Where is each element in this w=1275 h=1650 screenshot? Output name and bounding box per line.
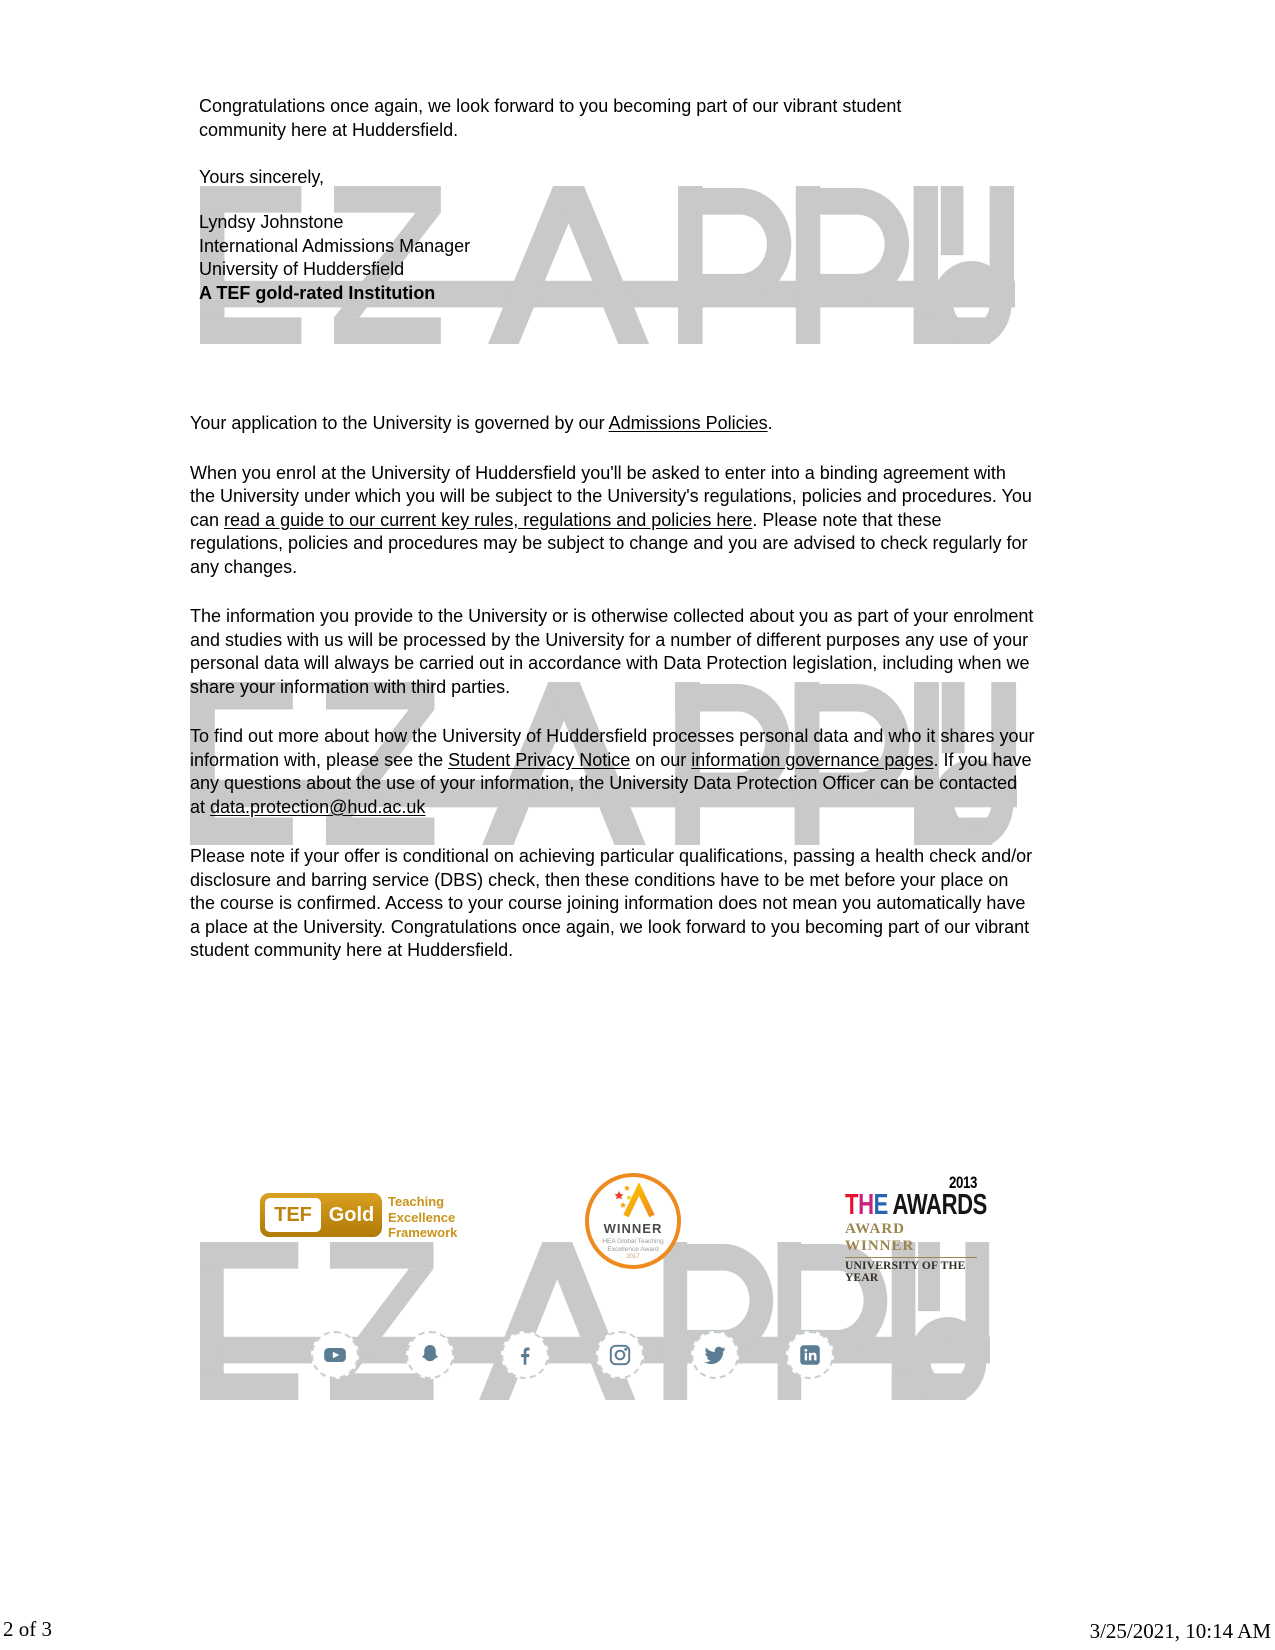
tef-caption bbox=[388, 1194, 457, 1241]
youtube-icon bbox=[322, 1342, 348, 1368]
body-paragraphs bbox=[190, 412, 1035, 989]
hea-year: 2017 bbox=[626, 1254, 640, 1260]
social-icon-facebook[interactable] bbox=[501, 1331, 549, 1379]
hea-caption-line: Excellence Award bbox=[607, 1245, 659, 1253]
signature-bold-line: A TEF gold-rated Institution bbox=[199, 282, 436, 303]
link[interactable]: information governance pages bbox=[691, 749, 934, 770]
paragraph: When you enrol at the University of Huddersfield you'll be asked to enter into a binding agreement with the University under which you will be subject to the University's regulations, policies and procedures. You can read a guide to our current key rules, regulations and policies here. Please note that these regulations, policies and procedures may be subject to change and you are advised to check regularly for any changes. bbox=[190, 462, 1032, 577]
tef-badge bbox=[260, 1193, 382, 1237]
link[interactable]: Student Privacy Notice bbox=[448, 749, 631, 770]
the-awards-letter: E bbox=[873, 1189, 888, 1221]
instagram-icon bbox=[607, 1342, 633, 1368]
the-awards-word: AWARDS bbox=[892, 1189, 987, 1221]
hea-caption-line: HEA Global Teaching bbox=[602, 1238, 664, 1245]
tef-tier-label: Gold bbox=[328, 1203, 375, 1226]
link[interactable]: data.protection@hud.ac.uk bbox=[210, 796, 426, 817]
social-icons-row bbox=[311, 1331, 834, 1379]
the-awards-letter: T bbox=[845, 1189, 859, 1221]
award-winner-label: AWARD WINNER bbox=[845, 1221, 915, 1254]
social-icon-twitter[interactable] bbox=[691, 1331, 739, 1379]
social-icon-instagram[interactable] bbox=[596, 1331, 644, 1379]
linkedin-icon bbox=[797, 1342, 823, 1368]
hea-winner-badge bbox=[585, 1173, 681, 1269]
salutation: Yours sincerely, bbox=[199, 167, 325, 187]
twitter-icon bbox=[702, 1342, 728, 1368]
social-icon-snapchat[interactable] bbox=[406, 1331, 454, 1379]
tef-caption-line: Framework bbox=[388, 1225, 458, 1240]
signature-lines bbox=[199, 211, 699, 282]
snapchat-icon bbox=[417, 1342, 443, 1368]
the-awards-logo bbox=[845, 1173, 987, 1284]
hea-caption bbox=[589, 1238, 677, 1253]
facebook-icon bbox=[512, 1342, 538, 1368]
paragraph: Your application to the University is governed by our Admissions Policies. bbox=[190, 413, 773, 433]
footer-page-number: 2 of 3 bbox=[3, 1617, 52, 1641]
paragraph: Please note if your offer is conditional on achieving particular qualifications, passing a health check and/or disclosure and barring service (DBS) check, then these conditions have to be met before your place on the course is confirmed. Access to your course joining information does not mean you automatically have a place at the University. Congratulations once again, we look forward to you becoming part of our vibrant student community here at Huddersfield. bbox=[190, 846, 1033, 960]
award-winner-rule bbox=[845, 1257, 977, 1258]
tef-caption-line: Excellence bbox=[388, 1209, 456, 1225]
paragraph: The information you provide to the University or is otherwise collected about you as part of your enrolment and studies with us will be processed by the University for a number of different purposes any use of your personal data will always be carried out in accordance with Data Protection legislation, including when we share your information with third parties. bbox=[190, 606, 1034, 697]
the-awards-title bbox=[845, 1189, 987, 1221]
signature-line: International Admissions Manager bbox=[199, 235, 471, 256]
footer-timestamp: 3/25/2021, 10:14 AM bbox=[1089, 1619, 1271, 1643]
paragraph: To find out more about how the University of Huddersfield processes personal data and who it shares your information with, please see the Student Privacy Notice on our information governance pages. If you have any questions about the use of your information, the University Data Protection Officer can be contacted at data.protection@hud.ac.uk bbox=[190, 726, 1035, 817]
intro-paragraph: Congratulations once again, we look forward to you becoming part of our vibrant student community here at Huddersfield. bbox=[199, 96, 902, 140]
link[interactable]: Admissions Policies bbox=[608, 413, 768, 433]
tef-abbr: TEF bbox=[265, 1198, 321, 1232]
signature-line: Lyndsy Johnstone bbox=[199, 212, 344, 232]
the-awards-letter: H bbox=[858, 1189, 874, 1221]
hea-a-mark-icon bbox=[613, 1183, 657, 1219]
tef-caption-line: Teaching bbox=[388, 1194, 445, 1209]
the-awards-the-letters bbox=[845, 1189, 888, 1221]
hea-winner-label: WINNER bbox=[603, 1221, 663, 1236]
signature-block bbox=[199, 211, 699, 305]
link[interactable]: read a guide to our current key rules, regulations and policies here bbox=[224, 509, 753, 530]
social-icon-youtube[interactable] bbox=[311, 1331, 359, 1379]
signature-line: University of Huddersfield bbox=[199, 259, 405, 279]
the-awards-year: 2013 bbox=[949, 1173, 977, 1192]
social-icon-linkedin[interactable] bbox=[786, 1331, 834, 1379]
university-of-the-year-label: UNIVERSITY OF THE YEAR bbox=[845, 1260, 966, 1284]
